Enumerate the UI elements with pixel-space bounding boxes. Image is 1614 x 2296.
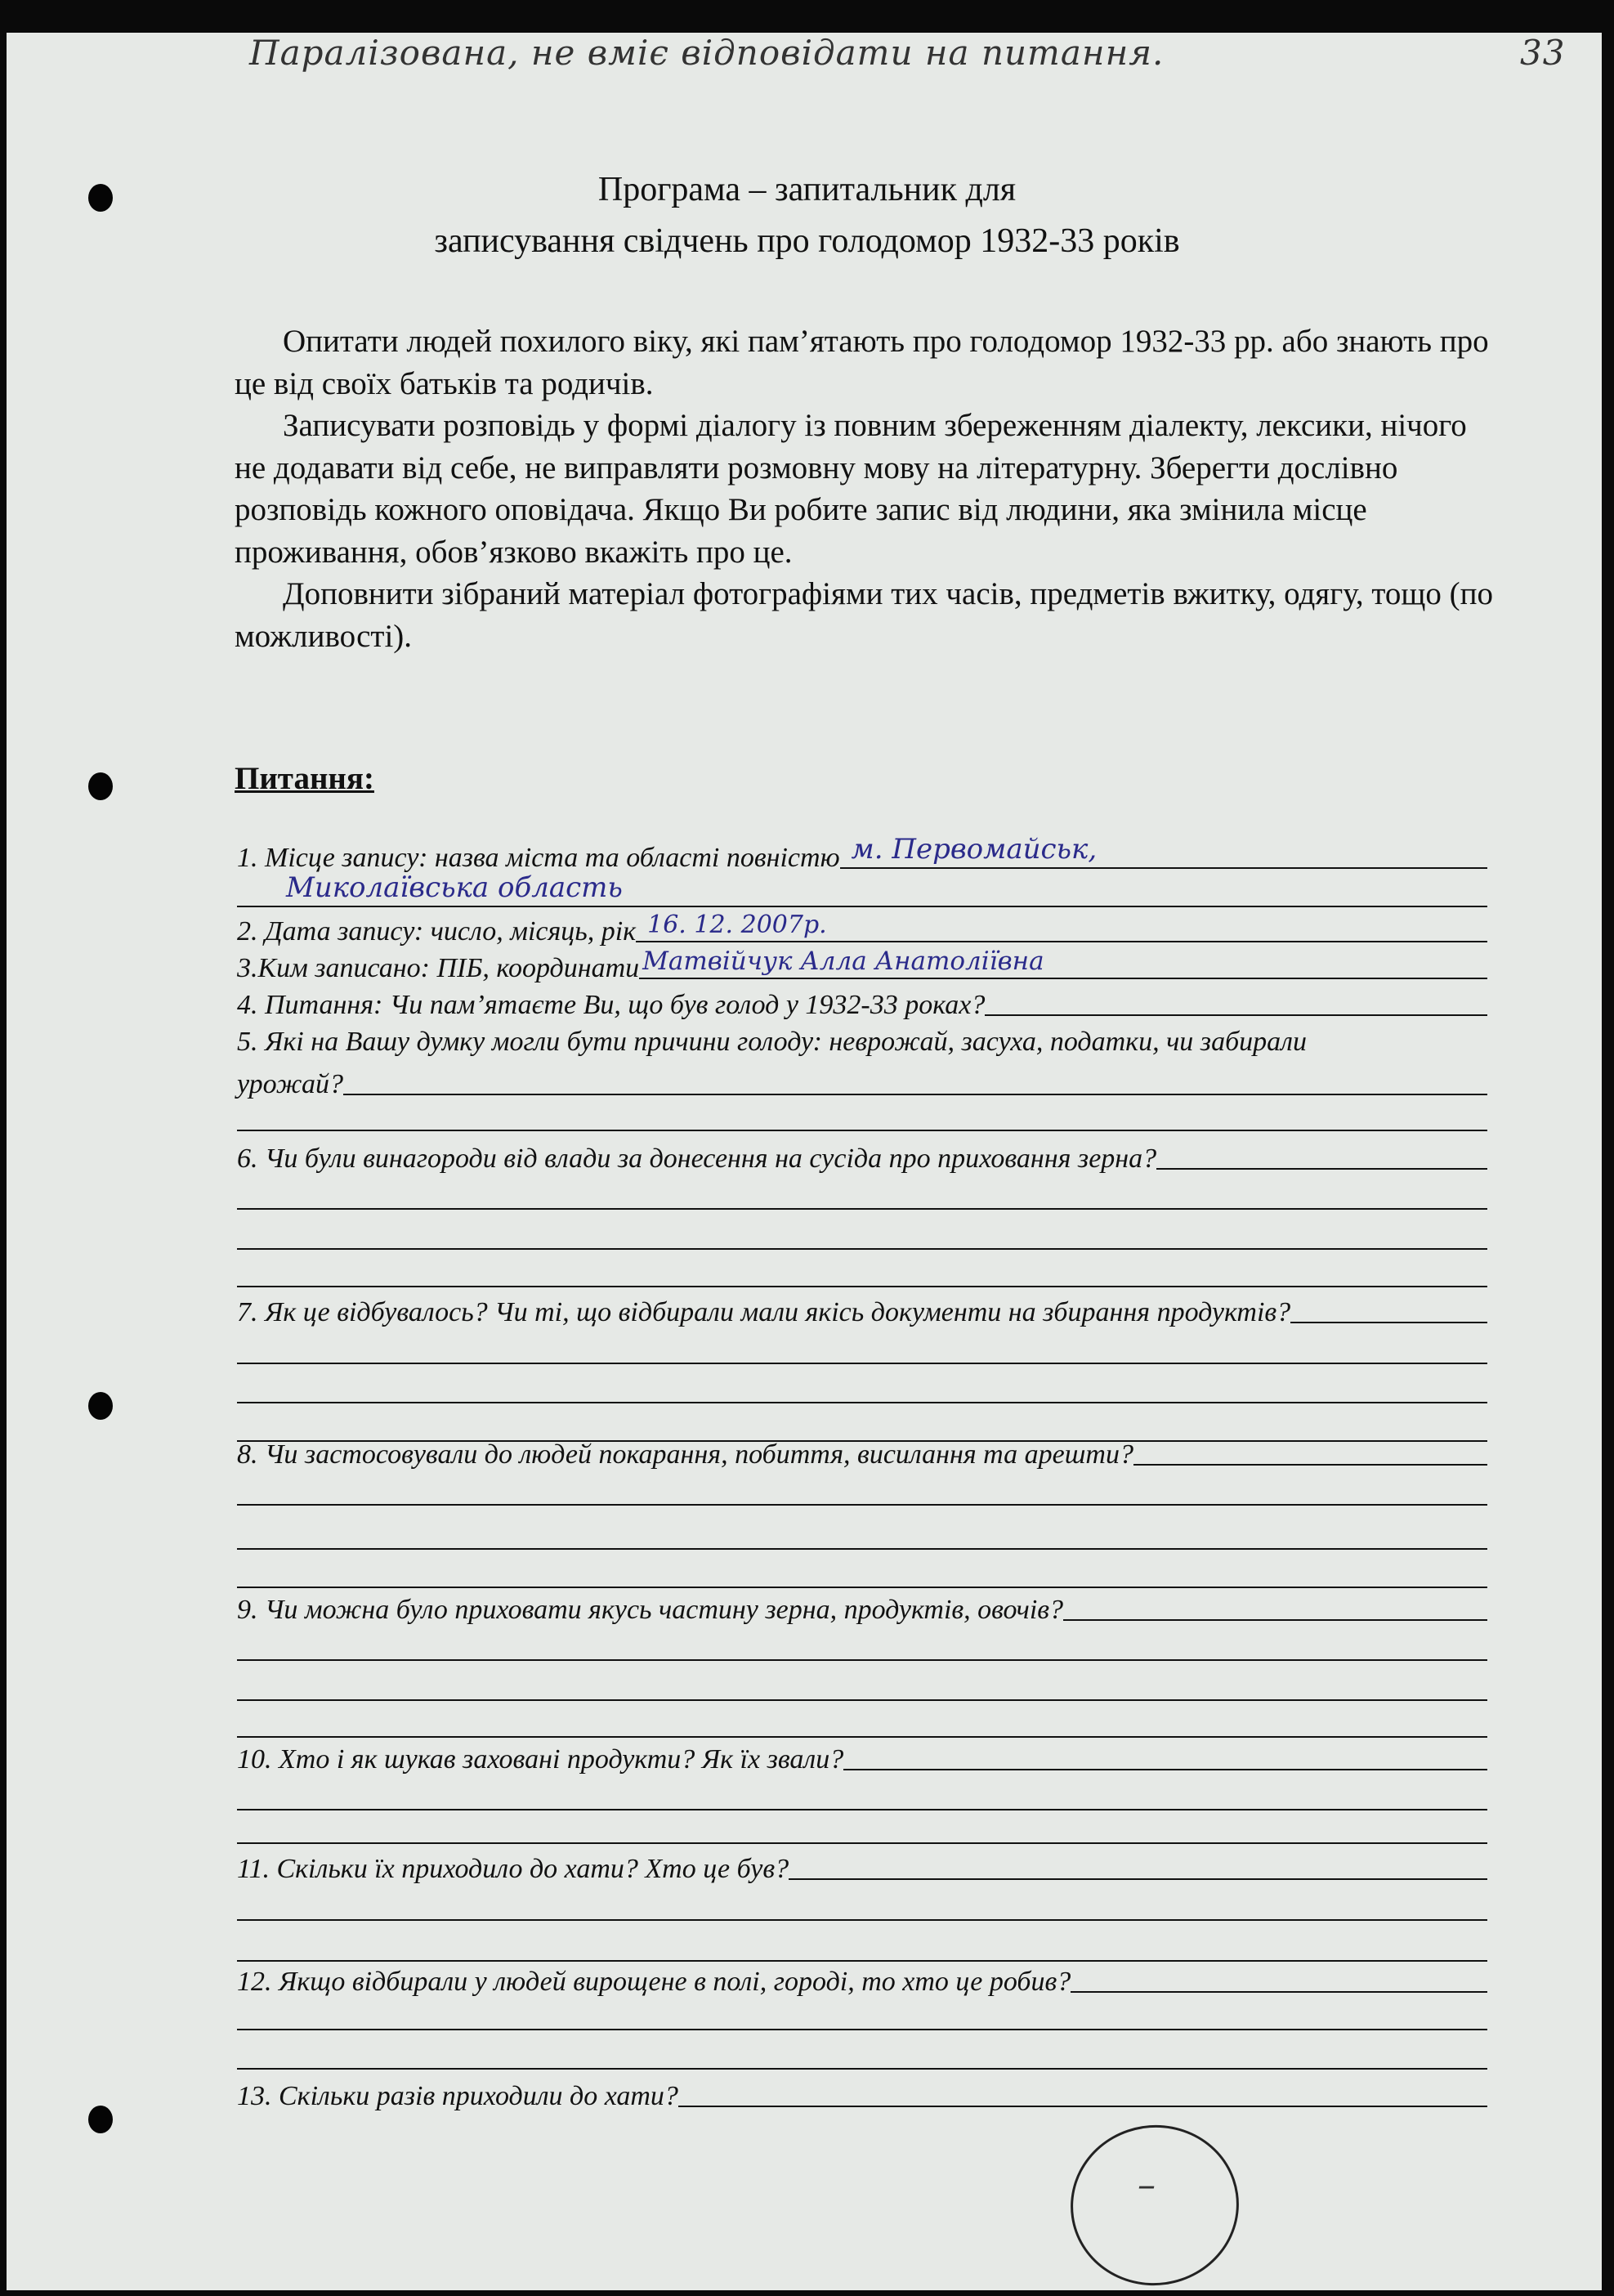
answer-line[interactable] <box>237 1699 1487 1701</box>
answer-line[interactable] <box>237 2068 1487 2070</box>
answer-line[interactable] <box>237 1402 1487 1403</box>
question-label: 8. Чи застосовували до людей покарання, побиття, висилання та арешти? <box>237 1439 1133 1470</box>
answer-line[interactable] <box>237 1842 1487 1844</box>
answer-field[interactable] <box>1156 1168 1487 1170</box>
answer-line[interactable] <box>237 1548 1487 1550</box>
question-8 <box>237 1434 1487 1470</box>
intro-paragraph: Доповнити зібраний матеріал фотографіями тих часів, предметів вжитку, одягу, тощо (по можливості). <box>235 576 1494 654</box>
question-9 <box>237 1590 1487 1626</box>
question-11 <box>237 1849 1487 1885</box>
answer-field[interactable] <box>840 833 1487 869</box>
answer-line[interactable] <box>237 1504 1487 1506</box>
question-label: 6. Чи були винагороди від влади за донесення на сусіда про приховання зерна? <box>237 1144 1157 1174</box>
question-label: 9. Чи можна було приховати якусь частину зерна, продуктів, овочів? <box>237 1595 1064 1625</box>
answer-line[interactable] <box>237 1286 1487 1287</box>
answer-line[interactable] <box>237 1130 1487 1131</box>
answer-line[interactable] <box>237 1809 1487 1810</box>
answer-field[interactable] <box>1063 1619 1487 1621</box>
answer-field[interactable] <box>789 1878 1487 1880</box>
answer-line[interactable] <box>237 1659 1487 1661</box>
title-line-2: записування свідчень про голодомор 1932-33 років <box>434 222 1180 260</box>
page-number: 33 <box>1520 33 1566 73</box>
answer-line[interactable] <box>237 1736 1487 1738</box>
question-12 <box>237 1962 1487 1998</box>
answer-field[interactable] <box>343 1094 1487 1095</box>
question-label: 5. Які на Вашу думку могли бути причини голоду: неврожай, засуха, податки, чи забирали <box>237 1027 1307 1057</box>
question-13 <box>237 2076 1487 2112</box>
question-2 <box>237 911 1487 947</box>
answer-line[interactable] <box>237 1587 1487 1588</box>
question-label: 12. Якщо відбирали у людей вирощене в полі, городі, то хто це робив? <box>237 1967 1071 1997</box>
question-4 <box>237 985 1487 1021</box>
question-label: 4. Питання: Чи пам’ятаєте Ви, що був голод у 1932-33 роках? <box>237 990 986 1020</box>
intro-paragraph: Записувати розповідь у формі діалогу із повним збереженням діалекту, лексики, нічого не додавати від себе, не виправляти розмовну мову на літературну. Зберегти дослівно розповідь кожного оповідача. Якщо Ви робите запис від людини, яка змінила місце проживання, обов’язково вкажіть про це. <box>235 408 1467 570</box>
question-label: 7. Як це відбувалось? Чи ті, що відбирали мали якісь документи на збирання продуктів? <box>237 1297 1291 1327</box>
answer-field[interactable] <box>985 1014 1487 1016</box>
intro-paragraph: Опитати людей похилого віку, які пам’ятають про голодомор 1932-33 рр. або знають про це від своїх батьків та родичів. <box>235 324 1489 401</box>
answer-line[interactable] <box>237 1208 1487 1210</box>
dash-mark: – <box>1138 2164 1156 2206</box>
question-label: 2. Дата запису: число, місяць, рік <box>237 916 637 947</box>
handwritten-answer: 16. 12. 2007р. <box>647 911 827 939</box>
answer-field[interactable] <box>636 911 1487 942</box>
handwritten-note: Паралізована, не вміє відповідати на питання. <box>249 33 1165 73</box>
questions-heading: Питання: <box>235 761 374 796</box>
question-label: 13. Скільки разів приходили до хати? <box>237 2081 678 2111</box>
question-label: урожай? <box>237 1069 343 1099</box>
answer-field[interactable] <box>678 2106 1487 2107</box>
punch-hole <box>88 2106 113 2133</box>
title-line-1: Програма – запитальник для <box>597 171 1017 208</box>
question-label: 1. Місце запису: назва міста та області повністю <box>237 843 840 873</box>
question-3 <box>237 948 1487 984</box>
answer-line[interactable] <box>237 1363 1487 1364</box>
answer-field[interactable] <box>843 1769 1487 1770</box>
question-1 <box>237 833 1487 874</box>
question-label: 11. Скільки їх приходило до хати? Хто це був? <box>237 1854 789 1884</box>
question-7 <box>237 1292 1487 1328</box>
answer-field[interactable] <box>639 947 1487 979</box>
answer-line[interactable] <box>237 2029 1487 2030</box>
question-label: 3.Ким записано: ПІБ, координати <box>237 953 640 983</box>
answer-field[interactable] <box>1290 1322 1487 1323</box>
question-label: 10. Хто і як шукав заховані продукти? Як їх звали? <box>237 1744 844 1775</box>
answer-field[interactable] <box>1133 1464 1487 1466</box>
punch-hole <box>88 772 113 800</box>
question-5-continued <box>237 1064 1487 1100</box>
handwritten-answer: Матвійчук Алла Анатоліївна <box>642 947 1044 976</box>
intro-text <box>235 320 1493 657</box>
question-10 <box>237 1739 1487 1775</box>
answer-line[interactable] <box>237 871 1487 907</box>
question-5 <box>237 1022 1487 1058</box>
answer-line[interactable] <box>237 1248 1487 1250</box>
punch-hole <box>88 1392 113 1420</box>
handwritten-answer: Миколаївська область <box>286 871 623 904</box>
question-6 <box>237 1139 1487 1175</box>
answer-line[interactable] <box>237 1919 1487 1921</box>
handwritten-answer: м. Первомайськ, <box>851 833 1098 866</box>
answer-field[interactable] <box>1071 1991 1487 1993</box>
